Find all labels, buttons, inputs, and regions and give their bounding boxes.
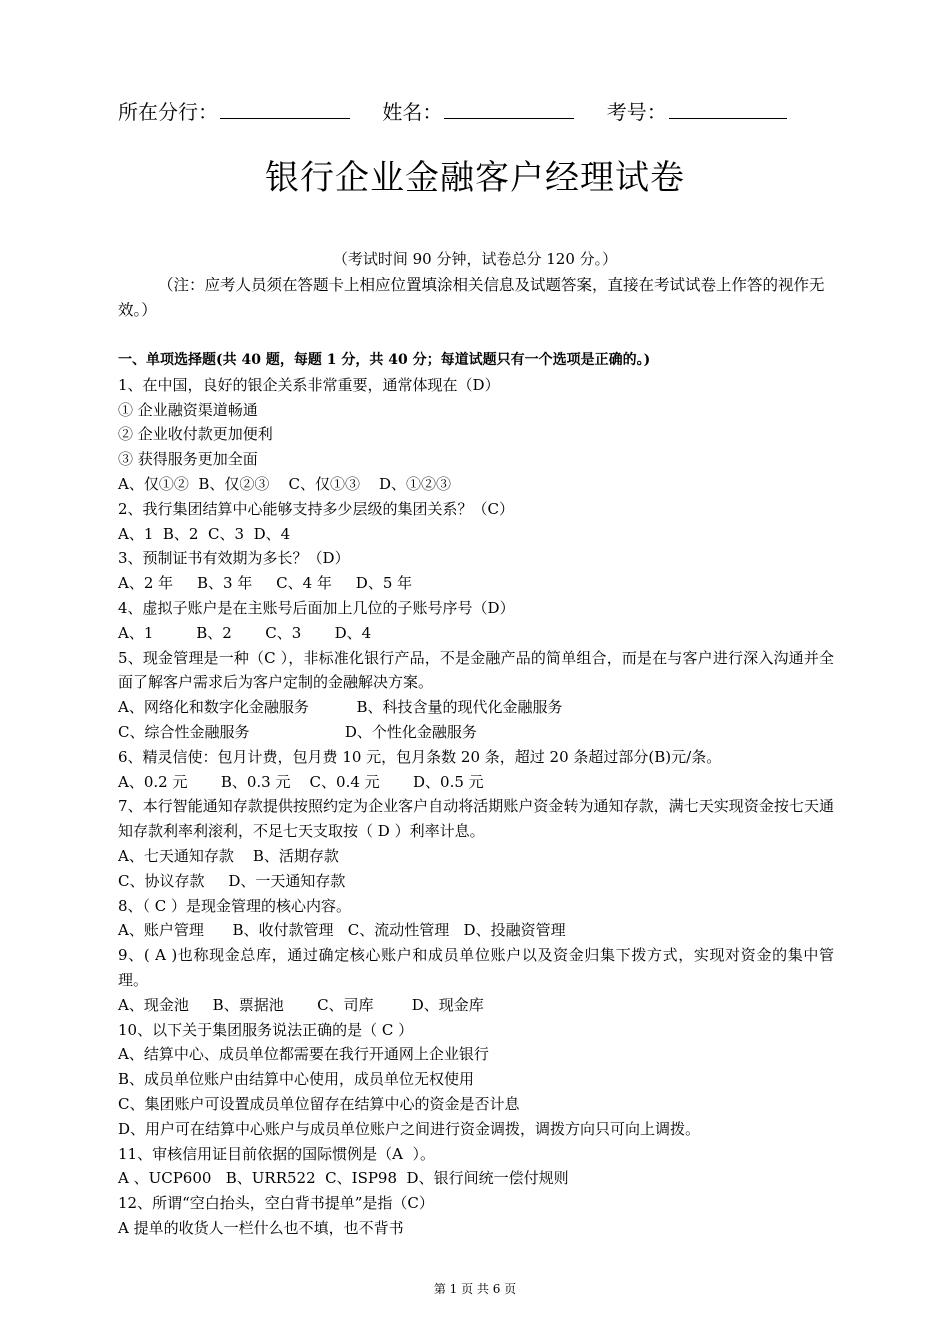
- question-line: B、成员单位账户由结算中心使用，成员单位无权使用: [118, 1070, 475, 1089]
- exam-no-field: [607, 96, 787, 125]
- question-line: 8、（ C ）是现金管理的核心内容。: [118, 896, 352, 915]
- question-line: 4、虚拟子账户是在主账号后面加上几位的子账号序号（D）: [118, 598, 515, 617]
- question-line: ① 企业融资渠道畅通: [118, 400, 258, 419]
- question-line: 2、我行集团结算中心能够支持多少层级的集团关系？（C）: [118, 499, 515, 518]
- question-line: A 提单的收货人一栏什么也不填，也不背书: [118, 1218, 404, 1237]
- section-title: 一、单项选择题(共 40 题，每题 1 分，共 40 分；每道试题只有一个选项是正确的。): [118, 352, 651, 368]
- question-line: A、仅①② B、仅②③ C、仅①③ D、①②③: [118, 474, 452, 493]
- question-line: A、七天通知存款 B、活期存款: [118, 846, 339, 865]
- name-blank: [444, 98, 574, 119]
- question-line: C、综合性金融服务 D、个性化金融服务: [118, 722, 477, 741]
- question-line: A、1 B、2 C、3 D、4: [118, 623, 372, 642]
- branch-label: 所在分行：: [118, 100, 218, 124]
- question-content: [118, 348, 834, 1241]
- branch-field: [118, 96, 350, 125]
- name-label: 姓名：: [382, 100, 443, 124]
- question-line: 11、审核信用证目前依据的国际惯例是（A ）。: [118, 1144, 435, 1163]
- question-line: 12、所谓“空白抬头，空白背书提单”是指（C）: [118, 1194, 434, 1213]
- exam-title: 银行企业金融客户经理试卷: [265, 158, 685, 198]
- exam-info-header: [118, 96, 838, 125]
- question-line: 9、( A )也称现金总库，通过确定核心账户和成员单位账户以及资金归集下拨方式，实现对资金的集中管理。: [118, 946, 834, 989]
- exam-no-label: 考号：: [606, 100, 667, 124]
- question-line: A、结算中心、成员单位都需要在我行开通网上企业银行: [118, 1045, 489, 1064]
- question-line: 5、现金管理是一种（C ），非标准化银行产品，不是金融产品的简单组合，而是在与客户进行深入沟通并全面了解客户需求后为客户定制的金融解决方案。: [118, 648, 834, 692]
- name-field: [382, 96, 574, 125]
- question-line: A、2 年 B、3 年 C、4 年 D、5 年: [118, 574, 413, 593]
- question-line: 1、在中国，良好的银企关系非常重要，通常体现在（D）: [118, 375, 500, 394]
- question-line: A、0.2 元 B、0.3 元 C、0.4 元 D、0.5 元: [118, 772, 484, 791]
- question-line: 3、预制证书有效期为多长？（D）: [118, 549, 350, 568]
- question-line: 7、本行智能通知存款提供按照约定为企业客户自动将活期账户资金转为通知存款，满七天实现资金按七天通知存款利率利滚利，不足七天支取按（ D ）利率计息。: [118, 797, 834, 841]
- question-line: A、1 B、2 C、3 D、4: [118, 524, 291, 543]
- question-line: A 、UCP600 B、URR522 C、ISP98 D、银行间统一偿付规则: [118, 1169, 569, 1188]
- question-lines: [118, 373, 834, 1241]
- exam-no-blank: [669, 98, 787, 119]
- question-line: C、集团账户可设置成员单位留存在结算中心的资金是否计息: [118, 1094, 520, 1113]
- question-line: A、账户管理 B、收付款管理 C、流动性管理 D、投融资管理: [118, 921, 566, 940]
- page-footer: 第 1 页 共 6 页: [433, 1282, 517, 1296]
- question-line: D、用户可在结算中心账户与成员单位账户之间进行资金调拨，调拨方向只可向上调拨。: [118, 1119, 701, 1138]
- question-line: 6、精灵信使：包月计费，包月费 10 元，包月条数 20 条，超过 20 条超过部分(B)元/条。: [118, 747, 722, 766]
- question-line: ③ 获得服务更加全面: [118, 450, 258, 469]
- question-line: A、现金池 B、票据池 C、司库 D、现金库: [118, 995, 484, 1014]
- exam-time-note: （考试时间 90 分钟，试卷总分 120 分。）: [332, 250, 618, 268]
- exam-instruction-note: （注：应考人员须在答题卡上相应位置填涂相关信息及试题答案，直接在考试试卷上作答的视作无效。）: [118, 276, 825, 319]
- question-line: ② 企业收付款更加便利: [118, 425, 273, 444]
- question-line: C、协议存款 D、一天通知存款: [118, 871, 346, 890]
- question-line: 10、以下关于集团服务说法正确的是（ C ）: [118, 1020, 414, 1039]
- question-line: A、网络化和数字化金融服务 B、科技含量的现代化金融服务: [118, 698, 563, 717]
- branch-blank: [220, 98, 350, 119]
